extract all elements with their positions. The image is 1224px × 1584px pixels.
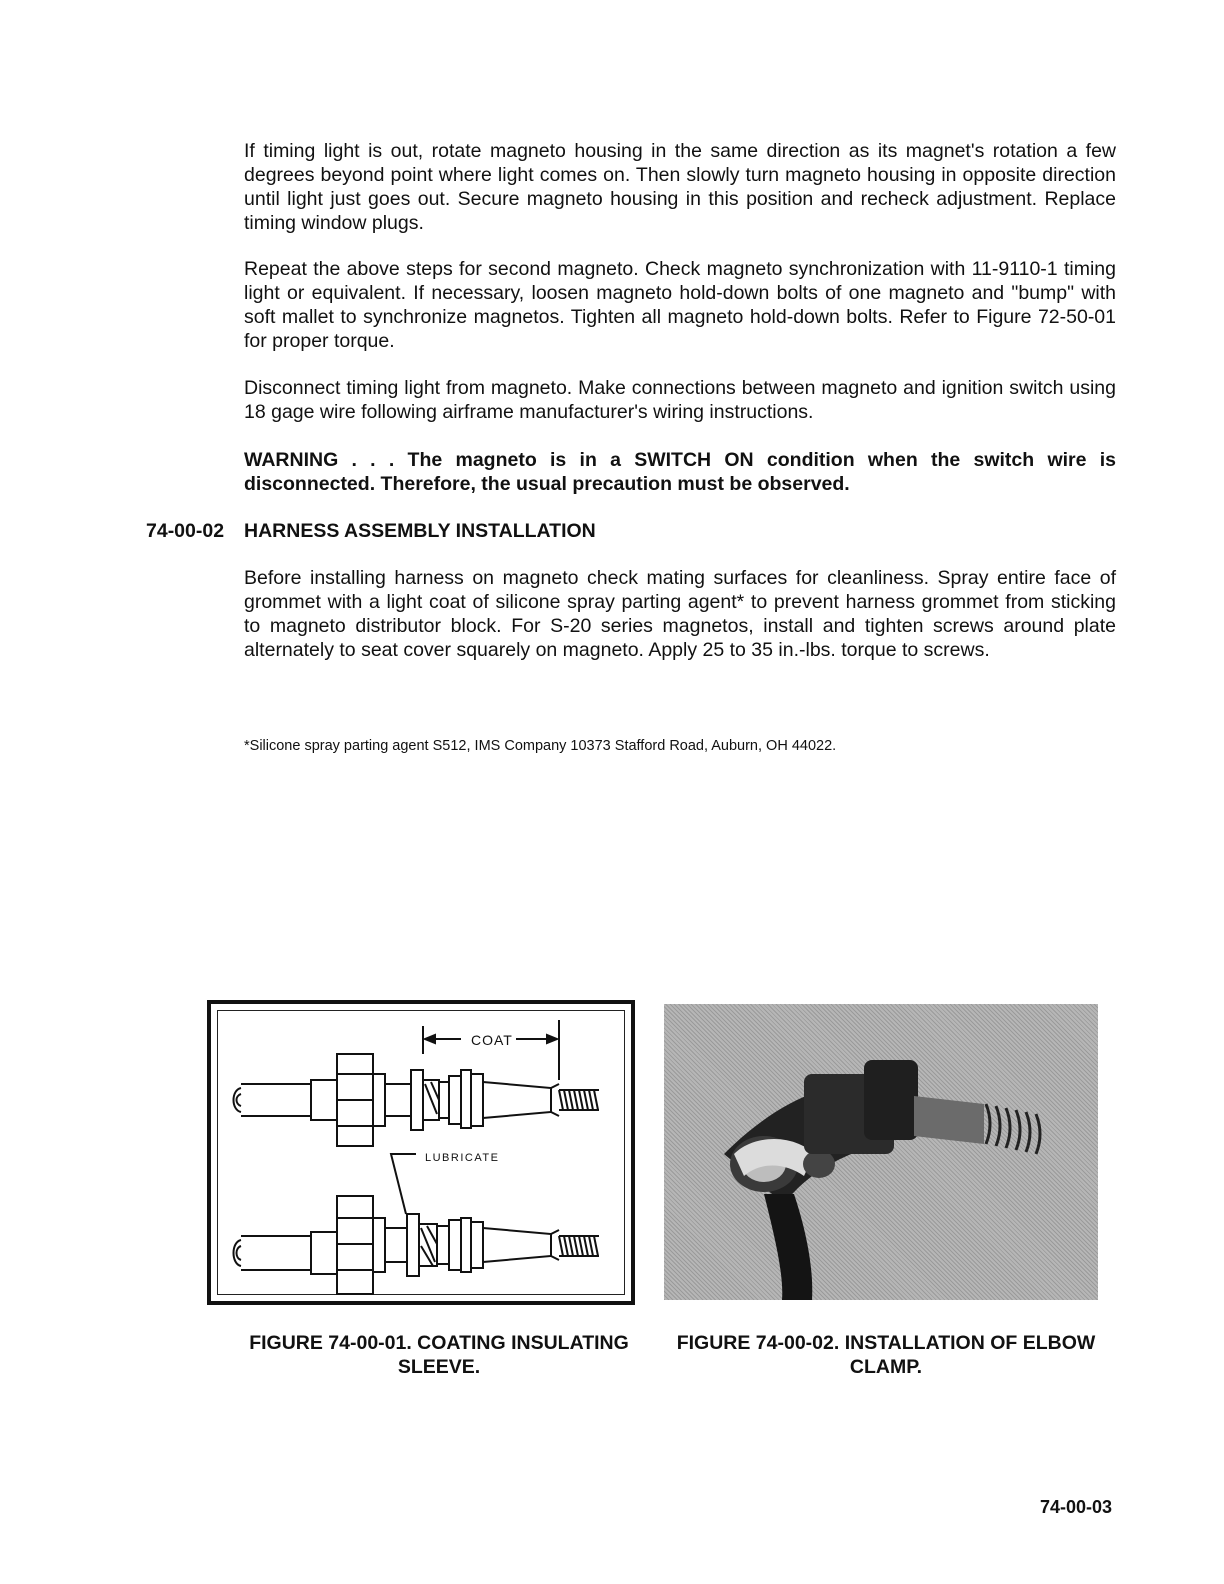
paragraph-second-magneto: Repeat the above steps for second magneto. Check magneto synchronization with 11-9110-1 timing light or equivalent. If necessary, loosen magneto hold-down bolts of one magneto and "bump" with soft mallet to synchronize magnetos. Tighten all magneto hold-down bolts. Refer to Figure 72-50-01 for proper torque. <box>244 258 1116 352</box>
figure-caption-2-line2: CLAMP. <box>849 1356 923 1378</box>
footnote: *Silicone spray parting agent S512, IMS Company 10373 Stafford Road, Auburn, OH 44022. <box>244 738 837 754</box>
section-title: HARNESS ASSEMBLY INSTALLATION <box>244 520 596 542</box>
paragraph-timing-light: If timing light is out, rotate magneto housing in the same direction as its magnet's rotation a few degrees beyond point where light comes on. Then slowly turn magneto housing in opposite direction until light just goes out. Secure magneto housing in this position and recheck adjustment. Replace timing window plugs. <box>244 140 1116 234</box>
figure-caption-1-line1: FIGURE 74-00-01. COATING INSULATING <box>249 1332 629 1354</box>
figure-coating-insulating-sleeve <box>207 1000 635 1305</box>
figure-caption-1 <box>238 1331 640 1379</box>
warning-text: WARNING . . . The magneto is in a SWITCH ON condition when the switch wire is disconnected. Therefore, the usual precaution must be observed. <box>244 449 1116 495</box>
paragraph-harness-installation: Before installing harness on magneto check mating surfaces for cleanliness. Spray entire face of grommet with a light coat of silicone spray parting agent* to prevent harness grommet from sticking to magneto distributor block. For S-20 series magnetos, install and tighten screws around plate alternately to seat cover squarely on magneto. Apply 25 to 35 in.-lbs. torque to screws. <box>244 567 1116 661</box>
figure-caption-2-line1: FIGURE 74-00-02. INSTALLATION OF ELBOW <box>676 1332 1096 1354</box>
paragraph-disconnect: Disconnect timing light from magneto. Make connections between magneto and ignition switch using 18 gage wire following airframe manufacturer's wiring instructions. <box>244 377 1116 423</box>
figure-caption-2 <box>668 1331 1104 1379</box>
figure-elbow-clamp-photo <box>664 1004 1098 1300</box>
page-number: 74-00-03 <box>1040 1497 1113 1517</box>
figure-caption-1-line2: SLEEVE. <box>397 1356 481 1378</box>
lubricate-label: LUBRICATE <box>425 1152 500 1164</box>
section-number: 74-00-02 <box>146 520 225 542</box>
sleeve-drawing <box>211 1004 631 1301</box>
coat-label: COAT <box>471 1032 513 1048</box>
elbow-clamp-photo <box>664 1004 1098 1300</box>
